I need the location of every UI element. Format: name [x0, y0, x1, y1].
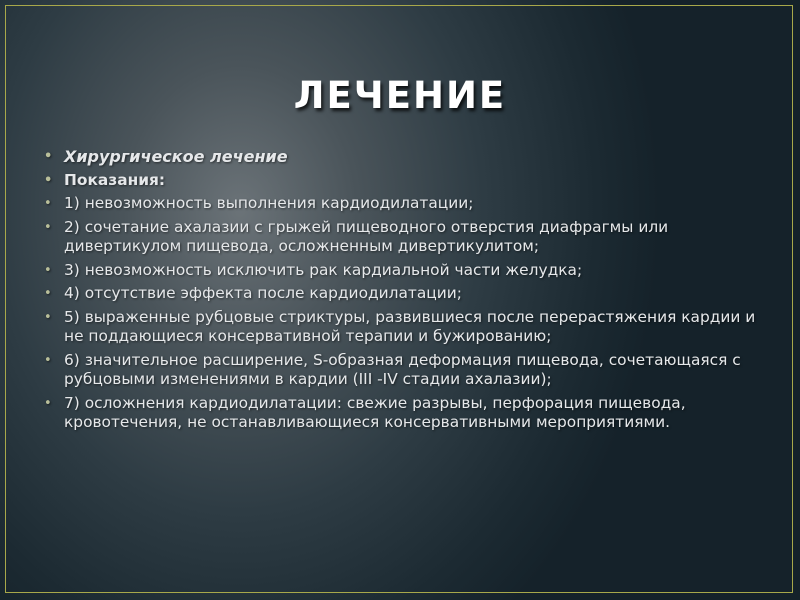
list-item-text: Хирургическое лечение: [64, 147, 288, 166]
list-item: [44, 308, 759, 347]
list-item: [44, 171, 759, 191]
list-item: [44, 284, 759, 304]
list-item-text: 7) осложнения кардиодилатации: свежие разрывы, перфорация пищевода, кровотечения, не останавливающиеся консервативными мероприятиями.: [64, 393, 686, 431]
list-item-text: 4) отсутствие эффекта после кардиодилатации;: [64, 284, 462, 302]
list-item-text: Показания:: [64, 170, 166, 189]
list-item-text: 6) значительное расширение, S-образная деформация пищевода, сочетающаяся с рубцовыми изменениями в кардии (III -IV стадии ахалазии);: [64, 350, 741, 388]
bullet-list: [44, 147, 759, 437]
bullet-icon: •: [44, 172, 53, 188]
bullet-icon: •: [44, 352, 52, 368]
bullet-icon: •: [44, 262, 52, 278]
list-item: [44, 261, 759, 281]
bullet-icon: •: [44, 219, 52, 235]
bullet-icon: •: [44, 395, 52, 411]
list-item-text: 2) сочетание ахалазии с грыжей пищеводного отверстия диафрагмы или дивертикулом пищевода, осложненным дивертикулитом;: [64, 217, 669, 255]
list-item: [44, 351, 759, 390]
list-item: [44, 194, 759, 214]
list-item-text: 1) невозможность выполнения кардиодилатации;: [64, 194, 474, 212]
bullet-icon: •: [44, 196, 52, 211]
list-item-text: 5) выраженные рубцовые стриктуры, развившиеся после перерастяжения кардии и не поддающиеся консервативной терапии и бужированию;: [64, 307, 756, 345]
bullet-icon: •: [44, 286, 52, 301]
list-item: [44, 147, 759, 167]
bullet-icon: •: [44, 309, 52, 325]
list-item: [44, 218, 759, 257]
list-item-text: 3) невозможность исключить рак кардиальной части желудка;: [64, 260, 583, 279]
list-item: [44, 394, 759, 433]
slide-title: ЛЕЧЕНИЕ: [293, 74, 507, 117]
bullet-icon: •: [44, 149, 53, 164]
